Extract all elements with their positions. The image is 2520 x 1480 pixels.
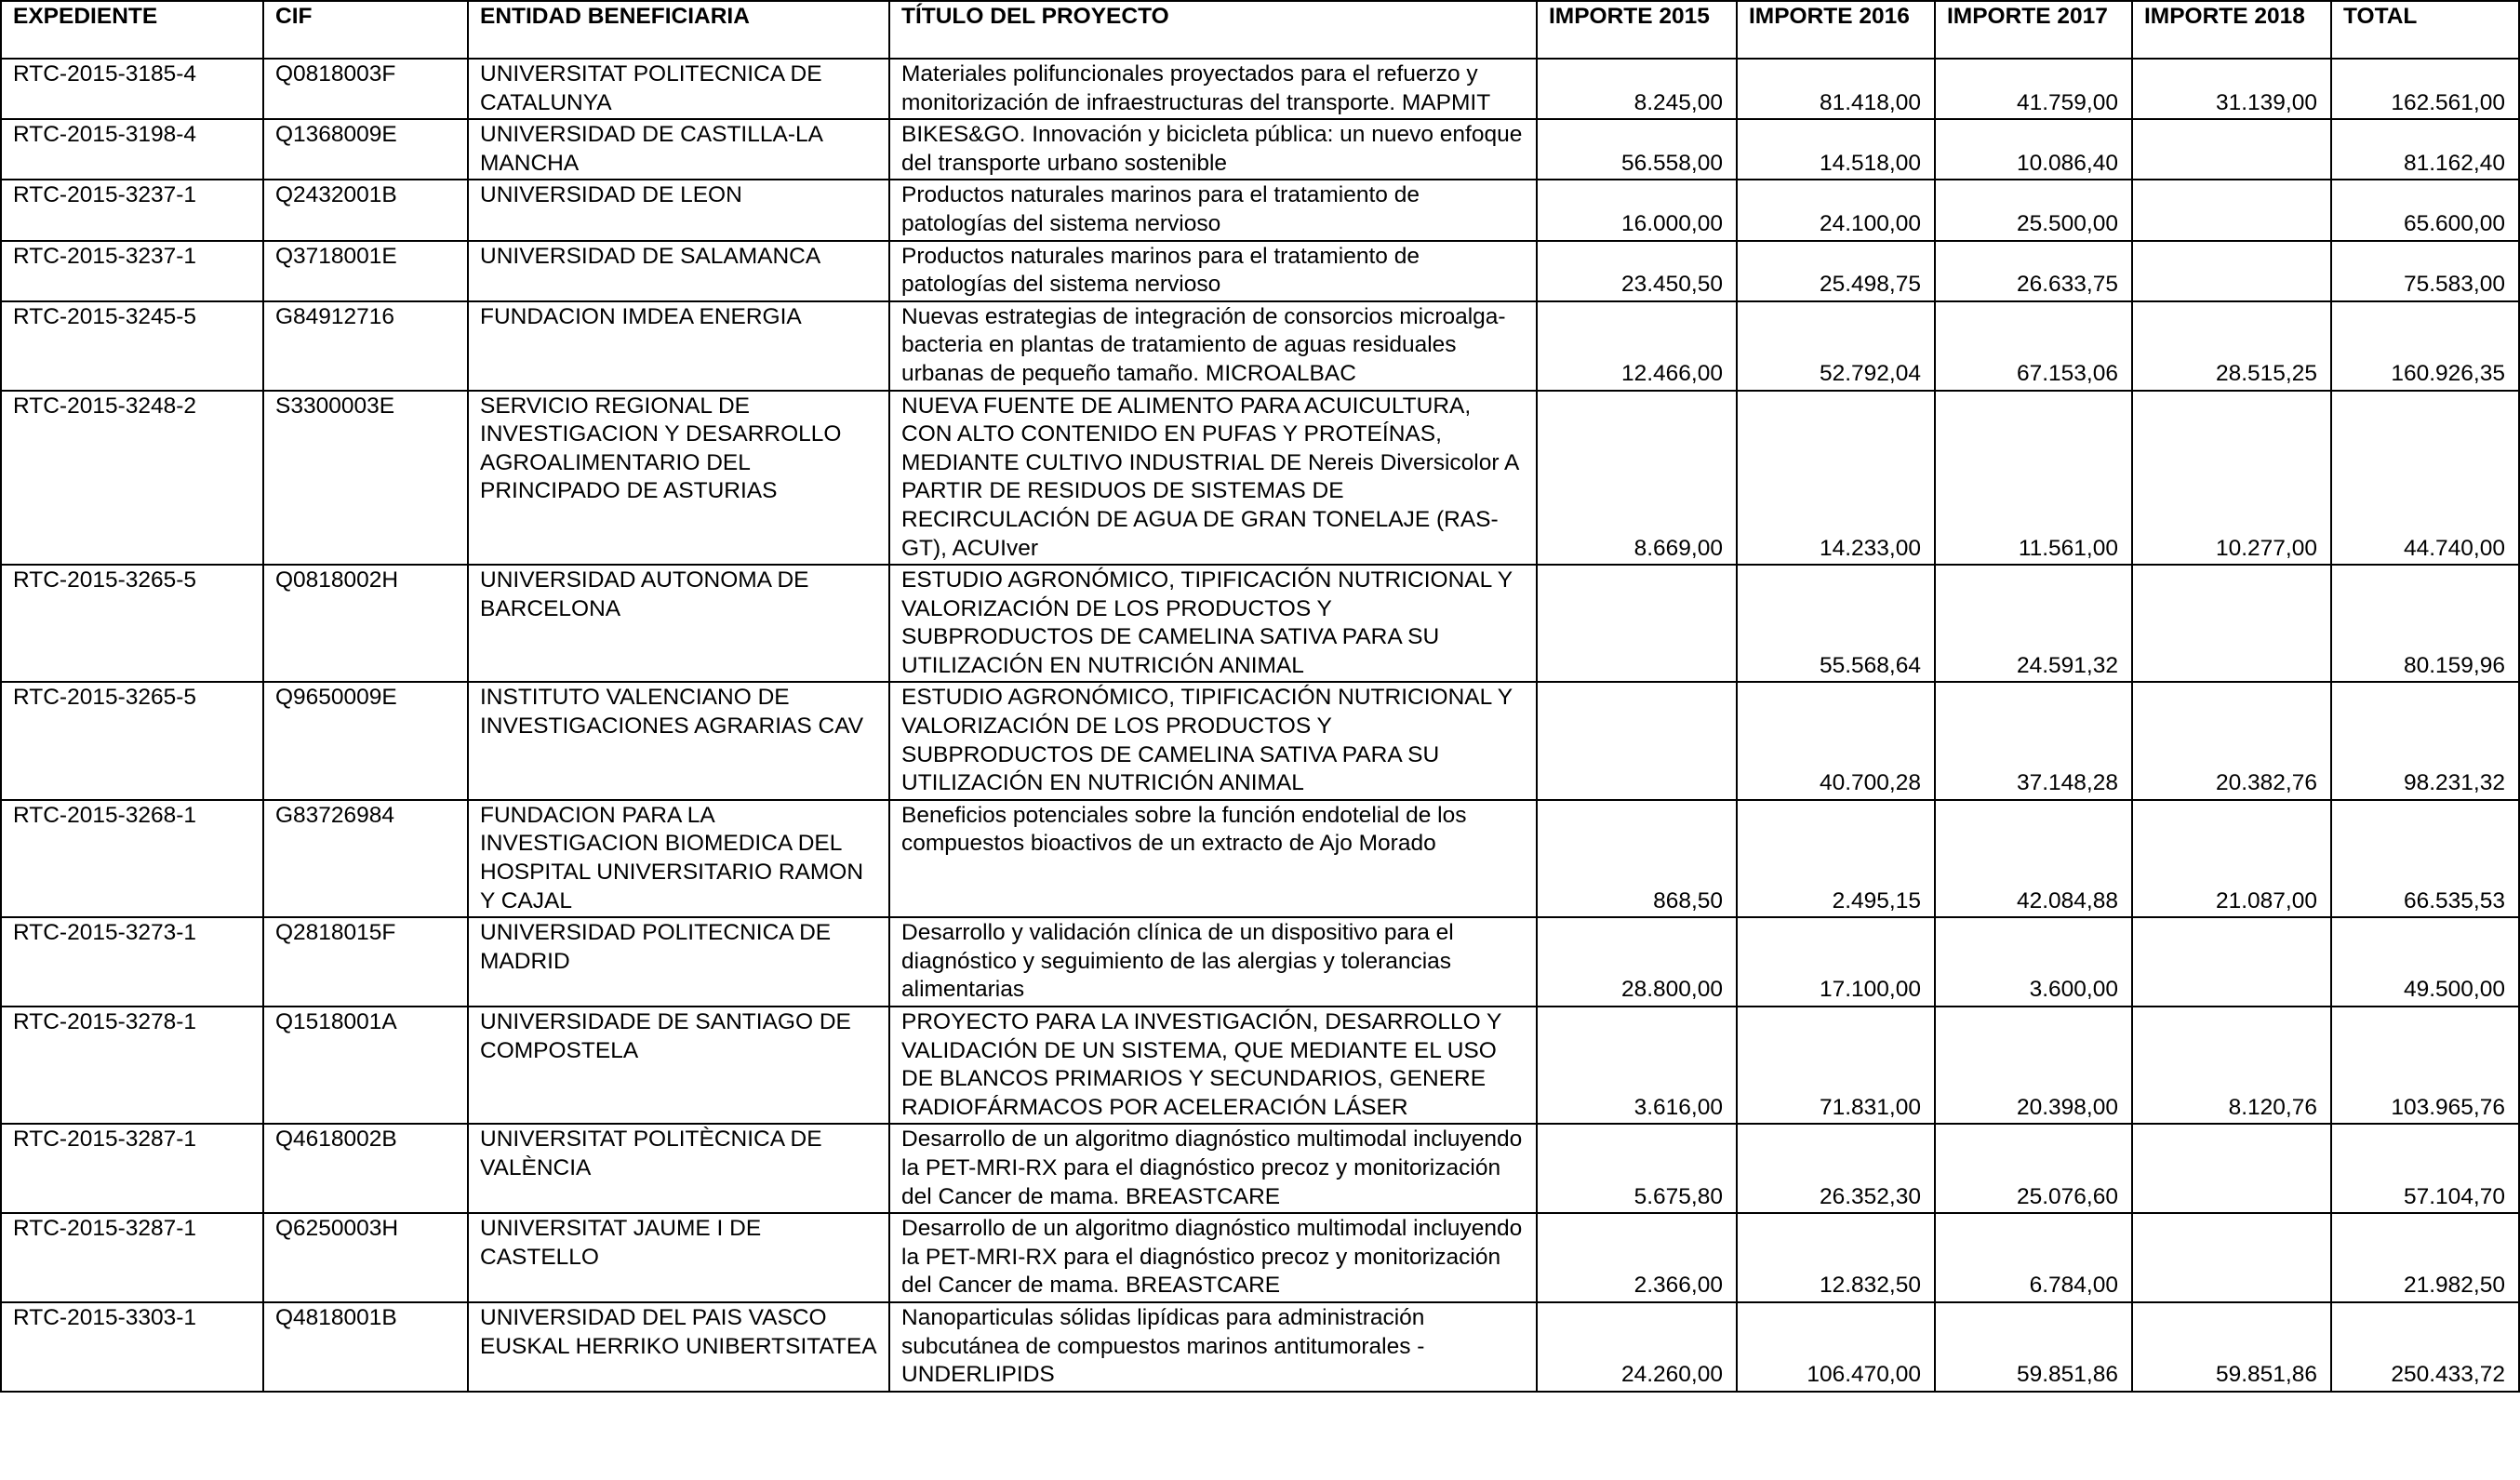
cell-importe-2018: 21.087,00 xyxy=(2132,800,2331,917)
cell-expediente: RTC-2015-3237-1 xyxy=(1,180,263,240)
cell-titulo: NUEVA FUENTE DE ALIMENTO PARA ACUICULTURA, CON ALTO CONTENIDO EN PUFAS Y PROTEÍNAS, MEDIANTE CULTIVO INDUSTRIAL DE Nereis Diversicolor A PARTIR DE RESIDUOS DE SISTEMAS DE RECIRCULACIÓN DE AGUA DE GRAN TONELAJE (RAS-GT), ACUIver xyxy=(889,391,1537,566)
cell-total: 49.500,00 xyxy=(2331,917,2519,1007)
header-cif: CIF xyxy=(263,1,468,59)
table-row xyxy=(1,1213,2519,1302)
cell-importe-2015: 5.675,80 xyxy=(1537,1124,1737,1213)
header-titulo: TÍTULO DEL PROYECTO xyxy=(889,1,1537,59)
cell-total: 66.535,53 xyxy=(2331,800,2519,917)
header-importe-2016: IMPORTE 2016 xyxy=(1737,1,1935,59)
cell-entidad: UNIVERSIDAD AUTONOMA DE BARCELONA xyxy=(468,565,889,682)
table-row xyxy=(1,119,2519,180)
cell-importe-2018 xyxy=(2132,1213,2331,1302)
cell-importe-2015: 24.260,00 xyxy=(1537,1302,1737,1392)
header-importe-2017: IMPORTE 2017 xyxy=(1935,1,2132,59)
cell-total: 80.159,96 xyxy=(2331,565,2519,682)
table-body xyxy=(1,59,2519,1392)
cell-cif: G84912716 xyxy=(263,301,468,391)
header-expediente: EXPEDIENTE xyxy=(1,1,263,59)
cell-importe-2016: 81.418,00 xyxy=(1737,59,1935,119)
cell-importe-2017: 24.591,32 xyxy=(1935,565,2132,682)
cell-total: 250.433,72 xyxy=(2331,1302,2519,1392)
header-importe-2015: IMPORTE 2015 xyxy=(1537,1,1737,59)
cell-total: 98.231,32 xyxy=(2331,682,2519,799)
cell-total: 21.982,50 xyxy=(2331,1213,2519,1302)
cell-importe-2015 xyxy=(1537,682,1737,799)
cell-total: 65.600,00 xyxy=(2331,180,2519,240)
cell-titulo: BIKES&GO. Innovación y bicicleta pública: un nuevo enfoque del transporte urbano sostenible xyxy=(889,119,1537,180)
cell-expediente: RTC-2015-3245-5 xyxy=(1,301,263,391)
cell-titulo: Desarrollo de un algoritmo diagnóstico multimodal incluyendo la PET-MRI-RX para el diagnóstico precoz y monitorización del Cancer de mama. BREASTCARE xyxy=(889,1124,1537,1213)
table-row xyxy=(1,180,2519,240)
cell-importe-2016: 55.568,64 xyxy=(1737,565,1935,682)
cell-total: 81.162,40 xyxy=(2331,119,2519,180)
cell-importe-2015: 8.245,00 xyxy=(1537,59,1737,119)
cell-total: 44.740,00 xyxy=(2331,391,2519,566)
cell-titulo: Beneficios potenciales sobre la función endotelial de los compuestos bioactivos de un extracto de Ajo Morado xyxy=(889,800,1537,917)
cell-importe-2017: 25.500,00 xyxy=(1935,180,2132,240)
cell-importe-2016: 14.233,00 xyxy=(1737,391,1935,566)
cell-importe-2017: 59.851,86 xyxy=(1935,1302,2132,1392)
cell-entidad: UNIVERSITAT JAUME I DE CASTELLO xyxy=(468,1213,889,1302)
cell-importe-2018: 8.120,76 xyxy=(2132,1007,2331,1124)
cell-cif: Q1368009E xyxy=(263,119,468,180)
cell-expediente: RTC-2015-3265-5 xyxy=(1,565,263,682)
table-row xyxy=(1,1124,2519,1213)
cell-importe-2016: 106.470,00 xyxy=(1737,1302,1935,1392)
cell-expediente: RTC-2015-3278-1 xyxy=(1,1007,263,1124)
cell-cif: Q0818003F xyxy=(263,59,468,119)
cell-total: 160.926,35 xyxy=(2331,301,2519,391)
cell-importe-2015: 2.366,00 xyxy=(1537,1213,1737,1302)
cell-entidad: INSTITUTO VALENCIANO DE INVESTIGACIONES AGRARIAS CAV xyxy=(468,682,889,799)
cell-cif: Q0818002H xyxy=(263,565,468,682)
cell-importe-2016: 2.495,15 xyxy=(1737,800,1935,917)
header-entidad: ENTIDAD BENEFICIARIA xyxy=(468,1,889,59)
cell-titulo: ESTUDIO AGRONÓMICO, TIPIFICACIÓN NUTRICIONAL Y VALORIZACIÓN DE LOS PRODUCTOS Y SUBPRODUCTOS DE CAMELINA SATIVA PARA SU UTILIZACIÓN EN NUTRICIÓN ANIMAL xyxy=(889,682,1537,799)
cell-importe-2017: 41.759,00 xyxy=(1935,59,2132,119)
table-row xyxy=(1,1302,2519,1392)
cell-titulo: PROYECTO PARA LA INVESTIGACIÓN, DESARROLLO Y VALIDACIÓN DE UN SISTEMA, QUE MEDIANTE EL USO DE BLANCOS PRIMARIOS Y SECUNDARIOS, GENERE RADIOFÁRMACOS POR ACELERACIÓN LÁSER xyxy=(889,1007,1537,1124)
cell-cif: Q4818001B xyxy=(263,1302,468,1392)
cell-entidad: UNIVERSITAT POLITECNICA DE CATALUNYA xyxy=(468,59,889,119)
cell-importe-2018: 31.139,00 xyxy=(2132,59,2331,119)
table-row xyxy=(1,1007,2519,1124)
cell-cif: G83726984 xyxy=(263,800,468,917)
cell-expediente: RTC-2015-3287-1 xyxy=(1,1124,263,1213)
cell-importe-2015: 28.800,00 xyxy=(1537,917,1737,1007)
cell-titulo: Materiales polifuncionales proyectados para el refuerzo y monitorización de infraestructuras del transporte. MAPMIT xyxy=(889,59,1537,119)
cell-importe-2017: 11.561,00 xyxy=(1935,391,2132,566)
table-row xyxy=(1,917,2519,1007)
cell-importe-2015: 56.558,00 xyxy=(1537,119,1737,180)
cell-importe-2015: 23.450,50 xyxy=(1537,241,1737,301)
table-row xyxy=(1,59,2519,119)
cell-importe-2017: 26.633,75 xyxy=(1935,241,2132,301)
cell-expediente: RTC-2015-3273-1 xyxy=(1,917,263,1007)
header-total: TOTAL xyxy=(2331,1,2519,59)
cell-importe-2015: 868,50 xyxy=(1537,800,1737,917)
cell-expediente: RTC-2015-3287-1 xyxy=(1,1213,263,1302)
cell-titulo: Nuevas estrategias de integración de consorcios microalga-bacteria en plantas de tratamiento de aguas residuales urbanas de pequeño tamaño. MICROALBAC xyxy=(889,301,1537,391)
cell-importe-2016: 14.518,00 xyxy=(1737,119,1935,180)
cell-importe-2018: 10.277,00 xyxy=(2132,391,2331,566)
cell-importe-2016: 40.700,28 xyxy=(1737,682,1935,799)
cell-cif: S3300003E xyxy=(263,391,468,566)
cell-importe-2015: 16.000,00 xyxy=(1537,180,1737,240)
cell-importe-2016: 71.831,00 xyxy=(1737,1007,1935,1124)
cell-importe-2018 xyxy=(2132,917,2331,1007)
cell-cif: Q1518001A xyxy=(263,1007,468,1124)
cell-total: 75.583,00 xyxy=(2331,241,2519,301)
cell-entidad: UNIVERSIDAD DE CASTILLA-LA MANCHA xyxy=(468,119,889,180)
table-row xyxy=(1,800,2519,917)
cell-cif: Q2432001B xyxy=(263,180,468,240)
cell-titulo: Desarrollo y validación clínica de un dispositivo para el diagnóstico y seguimiento de las alergias y tolerancias alimentarias xyxy=(889,917,1537,1007)
cell-entidad: FUNDACION PARA LA INVESTIGACION BIOMEDICA DEL HOSPITAL UNIVERSITARIO RAMON Y CAJAL xyxy=(468,800,889,917)
cell-expediente: RTC-2015-3303-1 xyxy=(1,1302,263,1392)
cell-importe-2016: 25.498,75 xyxy=(1737,241,1935,301)
cell-entidad: SERVICIO REGIONAL DE INVESTIGACION Y DESARROLLO AGROALIMENTARIO DEL PRINCIPADO DE ASTURIAS xyxy=(468,391,889,566)
cell-importe-2015: 12.466,00 xyxy=(1537,301,1737,391)
cell-expediente: RTC-2015-3268-1 xyxy=(1,800,263,917)
cell-entidad: UNIVERSITAT POLITÈCNICA DE VALÈNCIA xyxy=(468,1124,889,1213)
cell-expediente: RTC-2015-3185-4 xyxy=(1,59,263,119)
cell-expediente: RTC-2015-3265-5 xyxy=(1,682,263,799)
cell-cif: Q4618002B xyxy=(263,1124,468,1213)
cell-total: 57.104,70 xyxy=(2331,1124,2519,1213)
table-header xyxy=(1,1,2519,59)
cell-cif: Q3718001E xyxy=(263,241,468,301)
cell-titulo: Desarrollo de un algoritmo diagnóstico multimodal incluyendo la PET-MRI-RX para el diagnóstico precoz y monitorización del Cancer de mama. BREASTCARE xyxy=(889,1213,1537,1302)
cell-expediente: RTC-2015-3237-1 xyxy=(1,241,263,301)
cell-importe-2018: 28.515,25 xyxy=(2132,301,2331,391)
header-row xyxy=(1,1,2519,59)
cell-total: 162.561,00 xyxy=(2331,59,2519,119)
cell-expediente: RTC-2015-3198-4 xyxy=(1,119,263,180)
cell-total: 103.965,76 xyxy=(2331,1007,2519,1124)
cell-importe-2016: 24.100,00 xyxy=(1737,180,1935,240)
table-row xyxy=(1,391,2519,566)
cell-importe-2017: 3.600,00 xyxy=(1935,917,2132,1007)
cell-titulo: Productos naturales marinos para el tratamiento de patologías del sistema nervioso xyxy=(889,180,1537,240)
cell-importe-2015: 8.669,00 xyxy=(1537,391,1737,566)
cell-entidad: UNIVERSIDADE DE SANTIAGO DE COMPOSTELA xyxy=(468,1007,889,1124)
cell-importe-2018 xyxy=(2132,180,2331,240)
cell-importe-2017: 42.084,88 xyxy=(1935,800,2132,917)
cell-titulo: Nanoparticulas sólidas lipídicas para administración subcutánea de compuestos marinos antitumorales - UNDERLIPIDS xyxy=(889,1302,1537,1392)
cell-importe-2017: 25.076,60 xyxy=(1935,1124,2132,1213)
cell-entidad: UNIVERSIDAD DEL PAIS VASCO EUSKAL HERRIKO UNIBERTSITATEA xyxy=(468,1302,889,1392)
cell-importe-2016: 26.352,30 xyxy=(1737,1124,1935,1213)
cell-importe-2016: 52.792,04 xyxy=(1737,301,1935,391)
cell-importe-2018: 59.851,86 xyxy=(2132,1302,2331,1392)
table-row xyxy=(1,241,2519,301)
cell-cif: Q6250003H xyxy=(263,1213,468,1302)
cell-importe-2016: 17.100,00 xyxy=(1737,917,1935,1007)
cell-importe-2017: 37.148,28 xyxy=(1935,682,2132,799)
header-importe-2018: IMPORTE 2018 xyxy=(2132,1,2331,59)
cell-importe-2017: 20.398,00 xyxy=(1935,1007,2132,1124)
cell-importe-2015 xyxy=(1537,565,1737,682)
table-row xyxy=(1,682,2519,799)
cell-importe-2018 xyxy=(2132,119,2331,180)
table-row xyxy=(1,565,2519,682)
cell-importe-2018 xyxy=(2132,1124,2331,1213)
cell-importe-2018 xyxy=(2132,241,2331,301)
cell-titulo: Productos naturales marinos para el tratamiento de patologías del sistema nervioso xyxy=(889,241,1537,301)
cell-importe-2016: 12.832,50 xyxy=(1737,1213,1935,1302)
cell-cif: Q2818015F xyxy=(263,917,468,1007)
cell-importe-2017: 6.784,00 xyxy=(1935,1213,2132,1302)
cell-entidad: UNIVERSIDAD DE SALAMANCA xyxy=(468,241,889,301)
cell-importe-2017: 67.153,06 xyxy=(1935,301,2132,391)
cell-importe-2018 xyxy=(2132,565,2331,682)
cell-importe-2018: 20.382,76 xyxy=(2132,682,2331,799)
cell-entidad: FUNDACION IMDEA ENERGIA xyxy=(468,301,889,391)
table-row xyxy=(1,301,2519,391)
cell-titulo: ESTUDIO AGRONÓMICO, TIPIFICACIÓN NUTRICIONAL Y VALORIZACIÓN DE LOS PRODUCTOS Y SUBPRODUCTOS DE CAMELINA SATIVA PARA SU UTILIZACIÓN EN NUTRICIÓN ANIMAL xyxy=(889,565,1537,682)
cell-importe-2015: 3.616,00 xyxy=(1537,1007,1737,1124)
cell-entidad: UNIVERSIDAD DE LEON xyxy=(468,180,889,240)
cell-entidad: UNIVERSIDAD POLITECNICA DE MADRID xyxy=(468,917,889,1007)
cell-expediente: RTC-2015-3248-2 xyxy=(1,391,263,566)
cell-importe-2017: 10.086,40 xyxy=(1935,119,2132,180)
cell-cif: Q9650009E xyxy=(263,682,468,799)
